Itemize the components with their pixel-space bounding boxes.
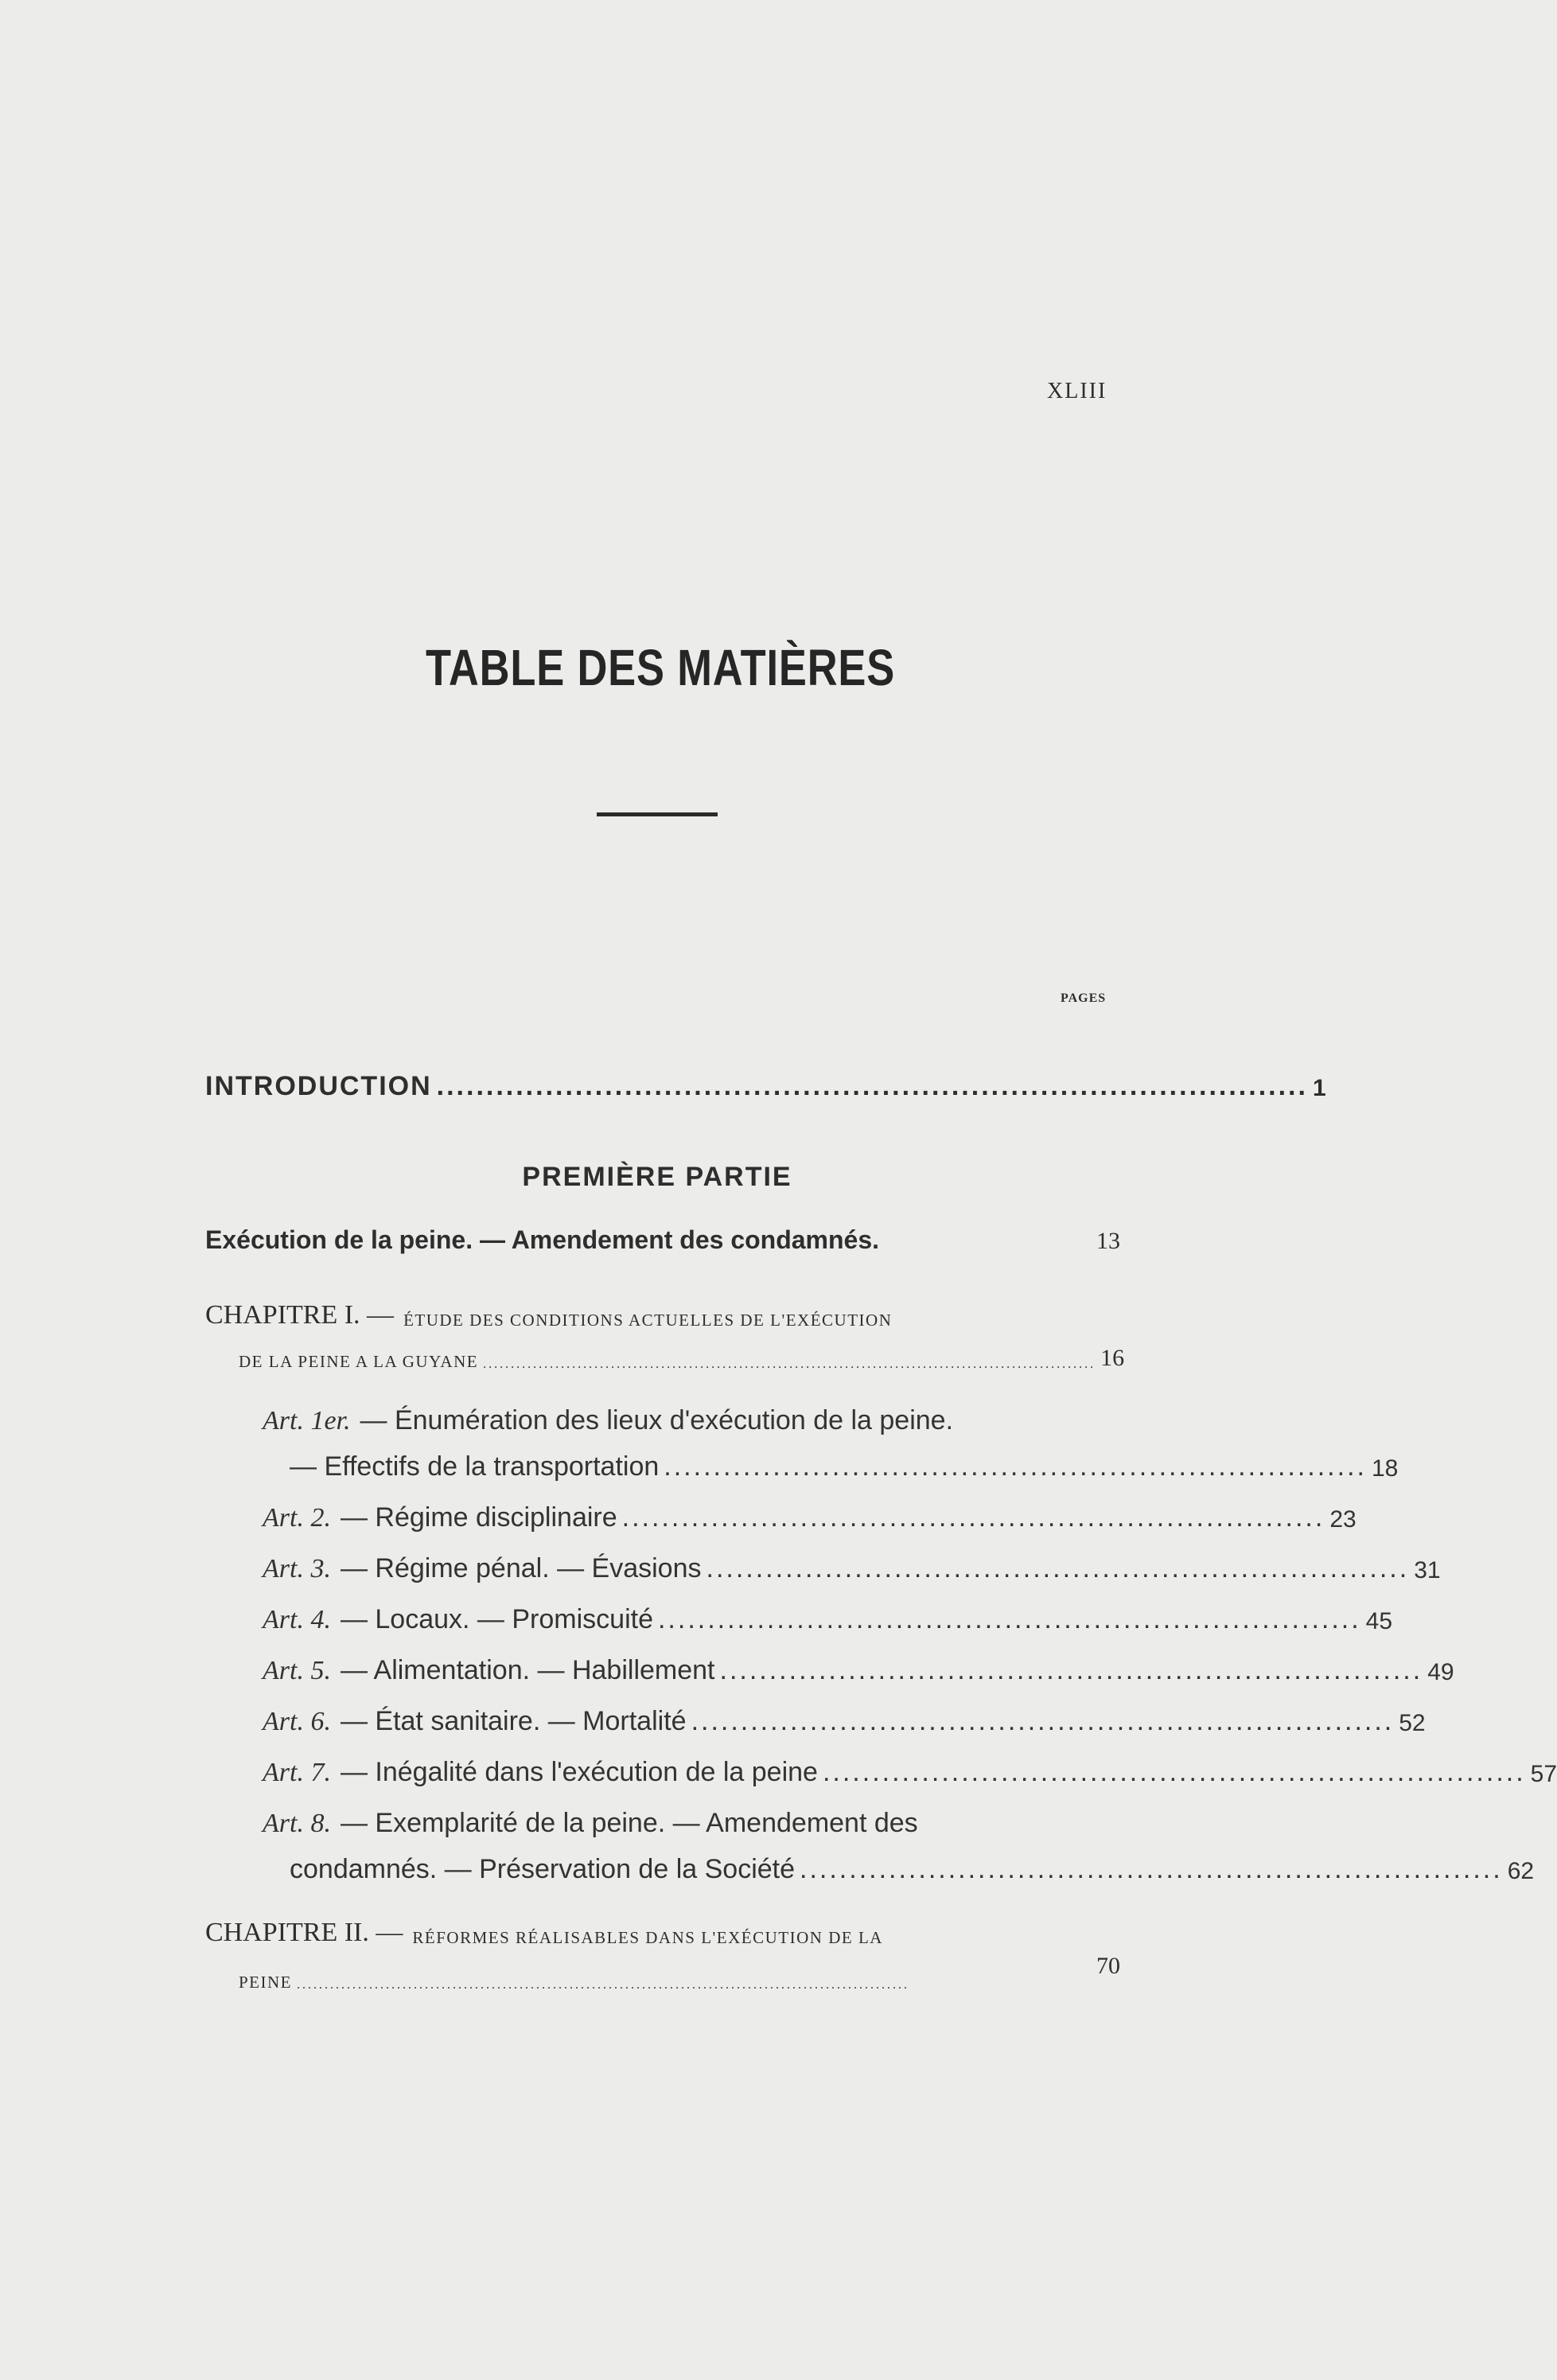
- pages-column-label: PAGES: [1061, 991, 1107, 1005]
- entry-page: 13: [1096, 1228, 1120, 1254]
- toc-entry-art-2[interactable]: [263, 1502, 1357, 1533]
- leader-dots: .......................................................................: [691, 1706, 1395, 1736]
- article-title: — Alimentation. — Habillement: [340, 1655, 715, 1685]
- page-folio: XLIII: [1047, 379, 1107, 403]
- toc-entry-art-5[interactable]: [263, 1655, 1454, 1686]
- article-title: — État sanitaire. — Mortalité: [340, 1706, 687, 1736]
- leader-dots: .......................................................................: [719, 1655, 1423, 1685]
- article-title-cont: — Effectifs de la transportation: [290, 1451, 660, 1482]
- leader-dots: .......................................................................: [664, 1451, 1367, 1482]
- part-heading: PREMIÈRE PARTIE: [522, 1162, 792, 1192]
- leader-dots: ........................................................................................: [436, 1071, 1308, 1101]
- entry-page: 49: [1427, 1659, 1454, 1685]
- entry-page: 70: [1096, 1953, 1120, 1979]
- article-number: Art. 6.: [263, 1707, 331, 1736]
- entry-page: 18: [1371, 1455, 1399, 1482]
- toc-entry-chapitre-1-line1[interactable]: [205, 1300, 1120, 1330]
- toc-entry-art-6[interactable]: [263, 1706, 1426, 1737]
- leader-dots: .......................................................................: [657, 1604, 1361, 1634]
- entry-page: 31: [1414, 1557, 1441, 1583]
- chapter-title: RÉFORMES RÉALISABLES DANS L'EXÉCUTION DE LA: [412, 1928, 883, 1947]
- leader-dots: .......................................................................: [822, 1757, 1526, 1787]
- toc-entry-art-1-line1[interactable]: [263, 1405, 1120, 1436]
- entry-page: 57: [1530, 1761, 1557, 1787]
- entry-label: INTRODUCTION: [205, 1071, 432, 1101]
- article-title: — Locaux. — Promiscuité: [340, 1604, 653, 1634]
- leader-dots: ..............................................................................................................: [483, 1357, 1096, 1371]
- toc-entry-art-7[interactable]: [263, 1757, 1557, 1788]
- article-number: Art. 5.: [263, 1656, 331, 1685]
- chapter-title-cont: DE LA PEINE A LA GUYANE: [239, 1352, 479, 1371]
- entry-page: 45: [1365, 1608, 1393, 1634]
- leader-dots: ..............................................................................................................: [297, 1978, 909, 1992]
- article-number: Art. 7.: [263, 1758, 331, 1787]
- entry-page: 23: [1329, 1506, 1357, 1533]
- toc-entry-chapitre-2-line1[interactable]: [205, 1918, 1120, 1948]
- entry-page: 62: [1507, 1858, 1535, 1884]
- leader-dots: .......................................................................: [621, 1502, 1325, 1533]
- leader-dots: .......................................................................: [800, 1854, 1503, 1884]
- leader-dots: .......................................................................: [706, 1553, 1410, 1583]
- page-title: TABLE DES MATIÈRES: [425, 639, 896, 696]
- article-title: — Exemplarité de la peine. — Amendement des: [340, 1808, 918, 1838]
- article-title: — Régime pénal. — Évasions: [340, 1553, 702, 1583]
- chapter-prefix: CHAPITRE II. —: [205, 1918, 403, 1947]
- table-of-contents-body: [205, 0, 1557, 2380]
- article-number: Art. 8.: [263, 1809, 331, 1838]
- toc-entry-art-8-line1[interactable]: [263, 1808, 1120, 1839]
- chapter-prefix: CHAPITRE I. —: [205, 1300, 395, 1330]
- chapter-title: ÉTUDE DES CONDITIONS ACTUELLES DE L'EXÉCUTION: [403, 1311, 893, 1330]
- toc-entry-art-1-line2[interactable]: [290, 1451, 1399, 1482]
- article-number: Art. 3.: [263, 1554, 331, 1583]
- toc-entry-art-8-line2[interactable]: [290, 1854, 1535, 1885]
- article-number: Art. 4.: [263, 1605, 331, 1634]
- article-title: — Énumération des lieux d'exécution de la peine.: [360, 1405, 954, 1435]
- toc-entry-chapitre-1-line2[interactable]: [239, 1345, 1125, 1372]
- article-title: — Inégalité dans l'exécution de la peine: [340, 1757, 818, 1787]
- toc-entry-art-4[interactable]: [263, 1604, 1393, 1635]
- entry-label: Exécution de la peine. — Amendement des condamnés.: [205, 1225, 880, 1254]
- entry-page: 52: [1399, 1710, 1426, 1736]
- toc-entry-chapitre-2-line2[interactable]: [239, 1953, 1120, 1992]
- toc-entry-art-3[interactable]: [263, 1553, 1441, 1584]
- article-number: Art. 1er.: [263, 1406, 351, 1435]
- entry-page: 1: [1312, 1075, 1328, 1101]
- chapter-title-cont: PEINE: [239, 1973, 292, 1992]
- entry-page: 16: [1100, 1345, 1125, 1371]
- article-title: — Régime disciplinaire: [340, 1502, 617, 1533]
- article-title-cont: condamnés. — Préservation de la Société: [290, 1854, 796, 1884]
- toc-entry-part-subtitle[interactable]: [205, 1225, 1120, 1255]
- article-number: Art. 2.: [263, 1503, 331, 1533]
